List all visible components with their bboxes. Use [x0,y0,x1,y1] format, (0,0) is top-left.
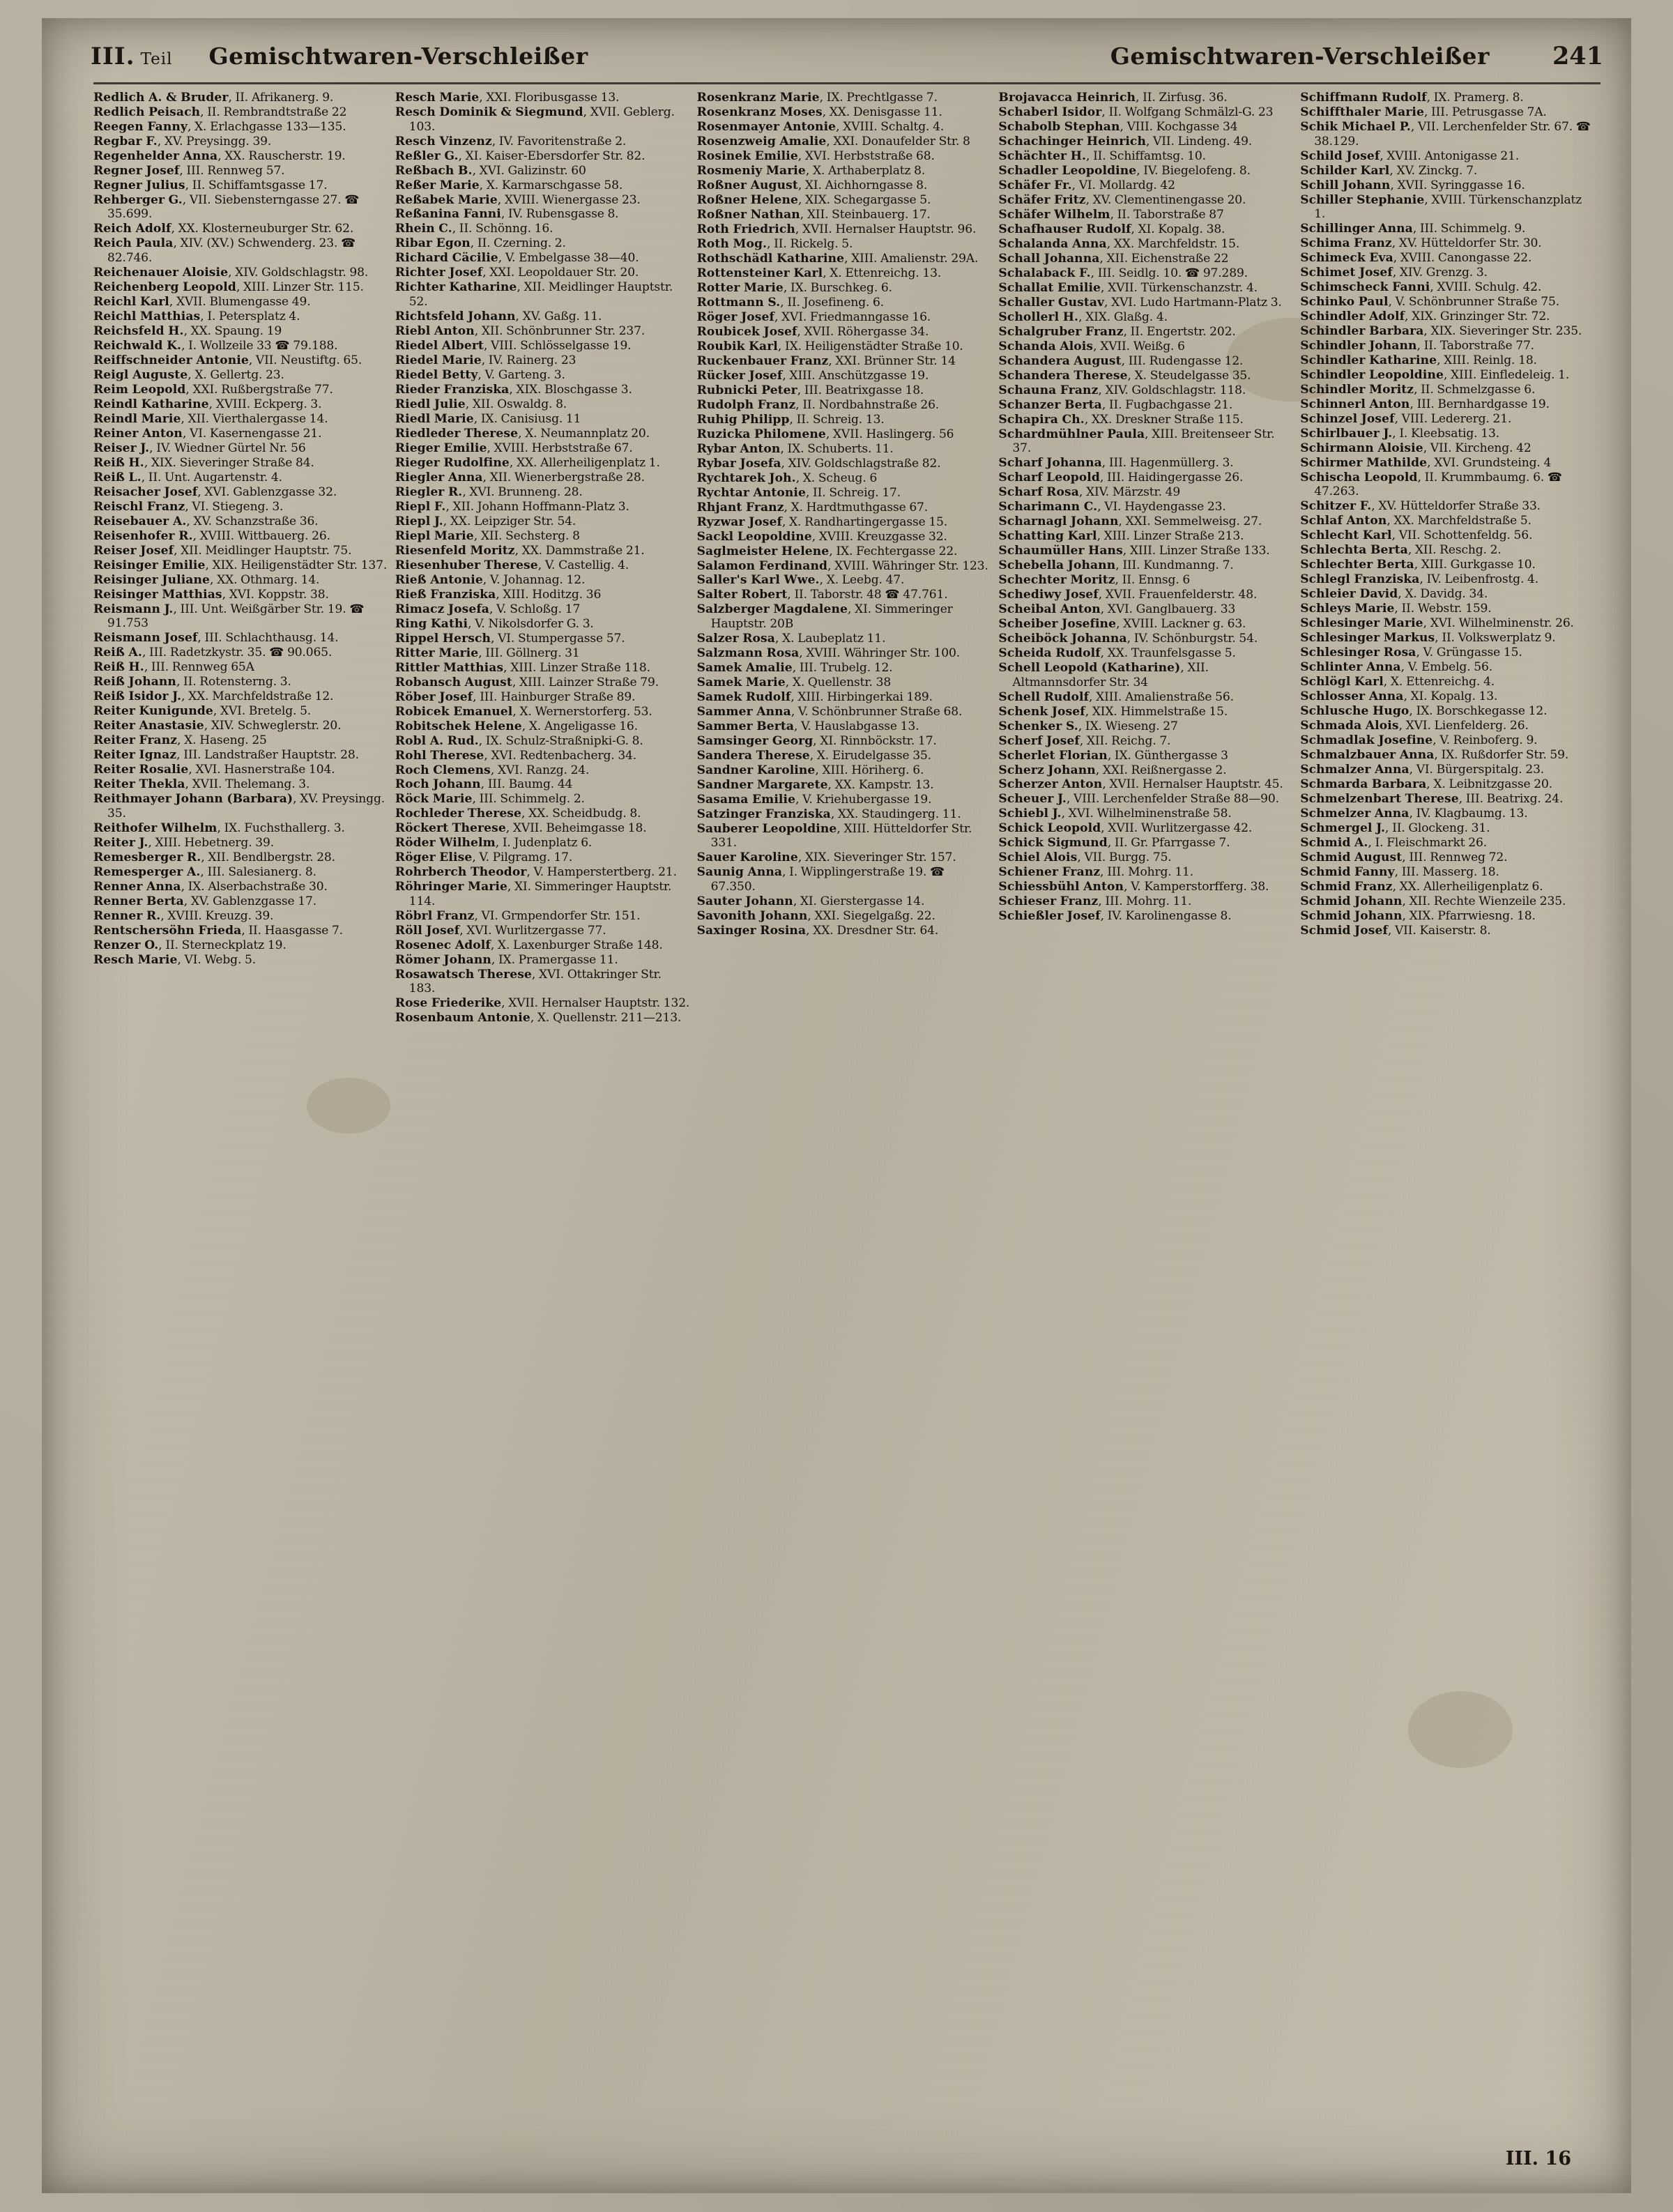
directory-entry: Schleys Marie, II. Webstr. 159. [1300,602,1492,616]
directory-entry: Roth Mog., II. Rickelg. 5. [696,236,853,251]
directory-entry: Reiß H., XIX. Sieveringer Straße 84. [93,455,314,470]
directory-entry: Reßler G., XI. Kaiser-Ebersdorfer Str. 82. [395,148,645,163]
directory-entry: Schiller Stephanie, XVIII. Türkenschanzplatz 1. [1300,192,1582,222]
directory-entry: Rieß Franziska, XIII. Hoditzg. 36 [395,587,602,602]
directory-entry: Schlechta Berta, XII. Reschg. 2. [1300,543,1502,558]
directory-entry: Reiner Anton, VI. Kasernengasse 21. [93,426,322,441]
directory-entry: Schmid Josef, VII. Kaiserstr. 8. [1300,923,1491,938]
directory-entry: Roßner Helene, XIX. Schegargasse 5. [696,192,931,207]
directory-entry: Schiffmann Rudolf, IX. Pramerg. 8. [1300,91,1524,105]
directory-entry: Salter Robert, II. Taborstr. 48 ☎ 47.761. [696,588,948,602]
directory-entry: Ruckenbauer Franz, XXI. Brünner Str. 14 [696,353,956,368]
directory-entry: Schaberl Isidor, II. Wolfgang Schmälzl-G. 23 [998,105,1274,119]
directory-entry: Ruhig Philipp, II. Schreig. 13. [696,412,885,427]
directory-entry: Schaumüller Hans, XIII. Linzer Straße 133. [998,544,1270,558]
directory-entry: Samek Rudolf, XIII. Hirbingerkai 189. [696,689,933,704]
directory-entry: Reindl Katharine, XVIII. Eckperg. 3. [93,397,322,411]
directory-entry: Robl A. Rud., IX. Schulz-Straßnipki-G. 8. [395,733,643,748]
directory-entry: Schitzer F., XV. Hütteldorfer Straße 33. [1300,499,1541,514]
directory-entry: Schlegl Franziska, IV. Leibenfrostg. 4. [1300,572,1539,587]
directory-entry: Rosenkranz Marie, IX. Prechtlgasse 7. [696,91,938,105]
directory-entry: Schandera August, III. Rudengasse 12. [998,353,1244,368]
directory-entry: Schillinger Anna, III. Schimmelg. 9. [1300,222,1526,236]
directory-entry: Schiel Alois, VII. Burgg. 75. [998,851,1172,865]
directory-entry: Schiebl J., XVI. Wilhelminenstraße 58. [998,807,1232,821]
directory-entry: Rhein C., II. Schönng. 16. [395,222,553,236]
directory-entry: Rieger Emilie, XVIII. Herbststraße 67. [395,441,633,455]
directory-entry: Schmarda Barbara, X. Leibnitzgasse 20. [1300,777,1553,792]
directory-entry: Schild Josef, XVIII. Antonigasse 21. [1300,148,1520,163]
directory-entry: Schiessbühl Anton, V. Kamperstorfferg. 38. [998,880,1269,894]
directory-entry: Schmid Johann, XII. Rechte Wienzeile 235. [1300,894,1566,908]
paper-surface [42,18,1631,2193]
directory-entry: Robicek Emanuel, X. Wernerstorferg. 53. [395,704,652,719]
directory-entry: Reegen Fanny, X. Erlachgasse 133—135. [93,119,346,134]
directory-entry: Schindler Johann, II. Taborstraße 77. [1300,338,1534,353]
directory-entry: Salamon Ferdinand, XVIII. Währinger Str. 123. [696,558,988,573]
directory-entry: Schatting Karl, XIII. Linzer Straße 213. [998,529,1244,544]
directory-entry: Schill Johann, XVII. Syringgasse 16. [1300,178,1525,192]
running-title-right: Gemischtwaren-Verschleißer [1110,43,1490,70]
directory-entry: Schlögl Karl, X. Ettenreichg. 4. [1300,675,1495,689]
directory-entry: Riepl F., XII. Johann Hoffmann-Platz 3. [395,499,629,514]
directory-entry: Reiter Franz, X. Haseng. 25 [93,733,267,748]
directory-entry: Schimet Josef, XIV. Grenzg. 3. [1300,266,1488,280]
footer-signature: III. 16 [1505,2148,1571,2169]
directory-entry: Riedl Julie, XII. Oswaldg. 8. [395,397,567,411]
directory-entry: Riedleder Therese, X. Neumannplatz 20. [395,426,650,441]
directory-entry: Rubnicki Peter, III. Beatrixgasse 18. [696,383,924,397]
directory-entry: Samek Amalie, III. Trubelg. 12. [696,661,893,675]
directory-entry: Reiß H., III. Rennweg 65A [93,660,254,675]
directory-entry: Schenker S., IX. Wieseng. 27 [998,719,1178,733]
directory-entry: Rippel Hersch, VI. Stumpergasse 57. [395,631,625,646]
directory-entry: Scheibal Anton, XVI. Ganglbauerg. 33 [998,602,1236,617]
directory-entry: Brojavacca Heinrich, II. Zirfusg. 36. [998,91,1228,105]
column-3 [697,91,999,2154]
directory-entry: Rieß Antonie, V. Johannag. 12. [395,572,586,587]
part-label: Teil [140,50,173,68]
directory-entry: Schischa Leopold, II. Krummbaumg. 6. ☎ 47.263. [1300,470,1563,499]
directory-entry: Regner Josef, III. Rennweg 57. [93,163,285,178]
directory-entry: Reiter Rosalie, XVI. Hasnerstraße 104. [93,763,335,777]
directory-entry: Reismann J., III. Unt. Weißgärber Str. 19. ☎ 91.753 [93,602,365,631]
directory-entry: Sauer Karoline, XIX. Sieveringer Str. 157. [696,851,956,865]
directory-entry: Riepl Marie, XII. Sechsterg. 8 [395,528,580,543]
directory-entry: Scheida Rudolf, XX. Traunfelsgasse 5. [998,646,1236,661]
directory-entry: Schieser Franz, III. Mohrg. 11. [998,894,1192,909]
directory-entry: Scherzer Anton, XVII. Hernalser Hauptstr. 45. [998,777,1283,792]
directory-entry: Schirmer Mathilde, XVI. Grundsteing. 4 [1300,455,1552,470]
directory-entry: Resch Marie, XXI. Floribusgasse 13. [395,91,620,105]
directory-entry: Schindler Barbara, XIX. Sieveringer Str. 235. [1300,323,1582,338]
running-title-left: Gemischtwaren-Verschleißer [208,43,588,70]
directory-entry: Rychtarek Joh., X. Scheug. 6 [696,471,878,485]
directory-entry: Schäfer Fr., VI. Mollardg. 42 [998,178,1175,192]
directory-entry: Renzer O., II. Sterneckplatz 19. [93,938,287,952]
part-indicator [91,43,172,70]
directory-entry: Rothschädl Katharine, XIII. Amalienstr. 29A. [696,251,979,266]
directory-entry: Reichl Karl, XVII. Blumengasse 49. [93,295,311,309]
directory-entry: Scharf Leopold, III. Haidingergasse 26. [998,471,1244,485]
directory-entry: Resch Marie, VI. Webg. 5. [93,952,257,967]
directory-entry: Schalaback F., III. Seidlg. 10. ☎ 97.289. [998,266,1248,280]
directory-entry: Samek Marie, X. Quellenstr. 38 [696,675,892,689]
directory-entry: Reindl Marie, XII. Vierthalergasse 14. [93,411,328,426]
directory-entry: Salzmann Rosa, XVIII. Währinger Str. 100. [696,646,960,661]
directory-entry: Riebl Anton, XII. Schönbrunner Str. 237. [395,323,645,338]
directory-entry: Reichenauer Aloisie, XIV. Goldschlagstr. 98. [93,266,369,280]
directory-entry: Schmid Johann, XIX. Pfarrwiesng. 18. [1300,908,1536,923]
directory-entry: Röder Wilhelm, I. Judenplatz 6. [395,836,593,851]
directory-entry: Schächter H., II. Schiffamtsg. 10. [998,148,1206,163]
column-2 [395,91,697,2154]
directory-entry: Schinnerl Anton, III. Bernhardgasse 19. [1300,397,1550,411]
directory-entry: Reichsfeld H., XX. Spaung. 19 [93,323,282,338]
directory-entry: Scharf Johanna, III. Hagenmüllerg. 3. [998,456,1234,471]
directory-entry: Rohrberch Theodor, V. Hamperstertberg. 21. [395,865,677,880]
directory-entry: Scherz Johann, XXI. Reißnergasse 2. [998,763,1227,777]
directory-entry: Schmalzer Anna, VI. Bürgerspitalg. 23. [1300,763,1545,777]
directory-entry: Roth Friedrich, XVII. Hernalser Hauptstr. 96. [696,222,977,236]
directory-entry: Rose Friederike, XVII. Hernalser Hauptstr. 132. [395,996,690,1011]
directory-entry: Schandera Therese, X. Steudelgasse 35. [998,368,1251,383]
directory-entry: Schiener Franz, III. Mohrg. 11. [998,865,1194,880]
directory-entry: Schilder Karl, XV. Zinckg. 7. [1300,163,1478,178]
directory-entry: Schlosser Anna, XI. Kopalg. 13. [1300,689,1498,704]
directory-entry: Savonith Johann, XXI. Siegelgaßg. 22. [696,908,935,923]
directory-entry: Reich Adolf, XX. Klosterneuburger Str. 62. [93,222,354,236]
directory-entry: Schenk Josef, XIX. Himmelstraße 15. [998,704,1228,719]
directory-entry: Sauter Johann, XI. Gierstergasse 14. [696,894,925,908]
directory-entry: Scheuer J., VIII. Lerchenfelder Straße 88—90. [998,792,1279,807]
directory-entry: Röll Josef, XVI. Wurlitzergasse 77. [395,923,606,938]
directory-entry: Schmalzbauer Anna, IX. Rußdorfer Str. 59. [1300,748,1569,763]
directory-entry: Rohl Therese, XVI. Redtenbacherg. 34. [395,748,637,763]
directory-entry: Rotter Marie, IX. Burschkeg. 6. [696,280,892,295]
directory-entry: Resch Vinzenz, IV. Favoritenstraße 2. [395,134,627,148]
directory-entry: Riegler Anna, XII. Wienerbergstraße 28. [395,470,645,485]
directory-entry: Schirmann Aloisie, VII. Kircheng. 42 [1300,441,1531,455]
directory-entry: Scherf Josef, XII. Reichg. 7. [998,733,1171,748]
directory-entry: Reßanina Fanni, IV. Rubensgasse 8. [395,207,619,222]
directory-entry: Robansch August, XIII. Lainzer Straße 79. [395,675,659,689]
column-4 [998,91,1300,2154]
directory-entry: Röbrl Franz, VI. Grmpendorfer Str. 151. [395,908,641,923]
directory-entry: Riedel Marie, IV. Rainerg. 23 [395,353,576,367]
directory-entry: Schmelzer Anna, IV. Klagbaumg. 13. [1300,807,1528,821]
directory-entry: Ryzwar Josef, X. Randhartingergasse 15. [696,514,948,529]
directory-entry: Roubicek Josef, XVII. Röhergasse 34. [696,324,929,339]
directory-entry: Schmid A., I. Fleischmarkt 26. [1300,836,1487,851]
directory-entry: Schindler Moritz, II. Schmelzgasse 6. [1300,382,1536,397]
directory-entry: Schirlbauer J., I. Kleebsatig. 13. [1300,426,1499,441]
directory-entry: Scheiböck Johanna, IV. Schönburgstr. 54. [998,632,1258,646]
directory-entry: Schmadlak Josefine, V. Reinboferg. 9. [1300,733,1538,748]
directory-entry: Reichl Matthias, I. Petersplatz 4. [93,309,300,323]
directory-entry: Saunig Anna, I. Wipplingerstraße 19. ☎ 67.350. [696,865,945,894]
directory-entry: Schmid August, III. Rennweg 72. [1300,851,1508,865]
directory-entry: Riedl Marie, IX. Canisiusg. 11 [395,411,581,426]
directory-entry: Schinko Paul, V. Schönbrunner Straße 75. [1300,295,1560,309]
directory-entry: Remesperger A., III. Salesianerg. 8. [93,864,316,879]
directory-entry: Schimeck Eva, XVIII. Canongasse 22. [1300,251,1532,266]
directory-entry: Röhringer Marie, XI. Simmeringer Hauptstr. 114. [395,880,672,908]
directory-entry: Reiß L., II. Unt. Augartenstr. 4. [93,470,282,485]
directory-entry: Rhjant Franz, X. Hardtmuthgasse 67. [696,500,929,514]
page-number: 241 [1552,42,1603,70]
directory-entry: Reßer Marie, X. Karmarschgasse 58. [395,178,623,192]
directory-entry: Reiser J., IV. Wiedner Gürtel Nr. 56 [93,441,306,455]
directory-entry: Rottensteiner Karl, X. Ettenreichg. 13. [696,266,942,280]
directory-entry: Schall Johanna, XII. Eichenstraße 22 [998,251,1229,266]
directory-entry: Regner Julius, II. Schiffamtsgasse 17. [93,178,328,192]
directory-entry: Roßner August, XI. Aichhorngasse 8. [696,178,928,192]
directory-entry: Schalgruber Franz, II. Engertstr. 202. [998,324,1236,339]
directory-entry: Reisenhofer R., XVIII. Wittbauerg. 26. [93,528,330,543]
directory-entry: Riesenfeld Moritz, XX. Dammstraße 21. [395,543,645,558]
directory-entry: Rochleder Therese, XX. Scheidbudg. 8. [395,807,641,821]
directory-entry: Schick Sigmund, II. Gr. Pfarrgasse 7. [998,836,1230,851]
directory-entry: Römer Johann, IX. Pramergasse 11. [395,952,618,967]
directory-entry: Remesberger R., XII. Bendlbergstr. 28. [93,850,335,864]
directory-entry: Satzinger Franziska, XX. Staudingerg. 11. [696,807,961,821]
directory-entry: Schabolb Stephan, VIII. Kochgasse 34 [998,119,1238,134]
directory-entry: Riedel Betty, V. Garteng. 3. [395,367,565,382]
directory-entry: Roubik Karl, IX. Heiligenstädter Straße 10. [696,339,963,353]
directory-entry: Resch Dominik & Siegmund, XVII. Geblerg. 103. [395,105,675,134]
directory-entry: Schleier David, X. Davidg. 34. [1300,587,1488,602]
directory-entry: Schäfer Wilhelm, II. Taborstraße 87 [998,207,1224,222]
directory-entry: Schanda Alois, XVII. Weißg. 6 [998,339,1185,353]
directory-entry: Schauna Franz, XIV. Goldschlagstr. 118. [998,383,1246,397]
directory-entry: Reisacher Josef, XVI. Gablenzgasse 32. [93,485,337,499]
directory-entry: Roch Clemens, XVI. Ranzg. 24. [395,763,590,777]
directory-entry: Redlich Peisach, II. Rembrandtstraße 22 [93,105,347,119]
directory-entry: Rosenkranz Moses, XX. Denisgasse 11. [696,105,942,119]
directory-entry: Riedel Albert, VIII. Schlösselgasse 19. [395,338,632,353]
directory-entry: Schmada Alois, XVI. Lienfelderg. 26. [1300,719,1529,733]
directory-entry: Reßabek Marie, XVIII. Wienergasse 23. [395,192,641,207]
directory-entry: Reichenberg Leopold, XIII. Linzer Str. 115. [93,280,364,295]
directory-entry: Reßbach B., XVI. Galizinstr. 60 [395,163,586,178]
directory-entry: Reisinger Juliane, XX. Othmarg. 14. [93,572,320,587]
directory-entry: Reiter Kunigunde, XVI. Bretelg. 5. [93,704,312,719]
column-1 [93,91,395,2154]
directory-entry: Redlich A. & Bruder, II. Afrikanerg. 9. [93,91,334,105]
header-rule [93,82,1601,84]
directory-entry: Reim Leopold, XXI. Rußbergstraße 77. [93,382,333,397]
directory-entry: Rücker Josef, XIII. Anschützgasse 19. [696,368,929,383]
directory-entry: Schiffthaler Marie, III. Petrusgasse 7A. [1300,105,1547,119]
directory-entry: Reiser Josef, XII. Meidlinger Hauptstr. 75. [93,543,352,558]
directory-entry: Schlesinger Marie, XVI. Wilhelminenstr. 26. [1300,616,1574,631]
directory-entry: Rentschersöhn Frieda, II. Haasgasse 7. [93,923,343,938]
directory-entry: Rybar Josefa, XIV. Goldschlagstraße 82. [696,456,941,471]
directory-entry: Regbar F., XV. Preysingg. 39. [93,134,272,148]
directory-entry: Ring Kathi, V. Nikolsdorfer G. 3. [395,616,594,631]
directory-entry: Schlecht Karl, VII. Schottenfeldg. 56. [1300,528,1533,543]
directory-entry: Reigl Auguste, X. Gellertg. 23. [93,367,284,382]
directory-entry: Schadler Leopoldine, IV. Biegelofeng. 8. [998,163,1251,178]
directory-entry: Scharnagl Johann, XXI. Semmelweisg. 27. [998,514,1262,529]
directory-entry: Schießler Josef, IV. Karolinengasse 8. [998,909,1232,924]
directory-entry: Riepl J., XX. Leipziger Str. 54. [395,514,576,528]
directory-entry: Salzer Rosa, X. Laubeplatz 11. [696,632,886,646]
directory-entry: Rieder Franziska, XIX. Bloschgasse 3. [395,382,632,397]
directory-entry: Schachinger Heinrich, VII. Lindeng. 49. [998,134,1253,148]
directory-entry: Rosmeniy Marie, X. Arthaberplatz 8. [696,163,926,178]
directory-entry: Salzberger Magdalene, XI. Simmeringer Hauptstr. 20B [696,602,953,632]
directory-entry: Schäfer Fritz, XV. Clementinengasse 20. [998,192,1246,207]
directory-entry: Schalanda Anna, XX. Marchfeldstr. 15. [998,236,1240,251]
directory-entry: Schell Rudolf, XIII. Amalienstraße 56. [998,689,1234,704]
directory-entry: Richtsfeld Johann, XV. Gaßg. 11. [395,309,602,323]
directory-entry: Schechter Moritz, II. Ennsg. 6 [998,573,1191,588]
directory-entry: Schafhauser Rudolf, XI. Kopalg. 38. [998,222,1225,236]
directory-entry: Schlinter Anna, V. Embelg. 56. [1300,660,1493,675]
directory-entry: Röber Josef, III. Hainburger Straße 89. [395,689,636,704]
directory-entry: Rosenbaum Antonie, X. Quellenstr. 211—213. [395,1011,682,1025]
directory-entry: Richter Josef, XXI. Leopoldauer Str. 20. [395,266,639,280]
directory-entry: Reiter Ignaz, III. Landstraßer Hauptstr. 28. [93,748,359,763]
directory-entry: Schimscheck Fanni, XVIII. Schulg. 42. [1300,280,1542,295]
directory-entry: Saller's Karl Wwe., X. Leebg. 47. [696,573,905,588]
directory-entry: Reisebauer A., XV. Schanzstraße 36. [93,514,319,528]
directory-entry: Rychtar Antonie, II. Schreig. 17. [696,485,901,500]
directory-entry: Rittler Matthias, XIII. Linzer Straße 118. [395,660,650,675]
directory-entry: Rosenzweig Amalie, XXI. Donaufelder Str. 8 [696,134,970,148]
directory-entry: Reisinger Emilie, XIX. Heiligenstädter Str. 137. [93,558,388,572]
directory-entry: Reichwald K., I. Wollzeile 33 ☎ 79.188. [93,338,338,353]
directory-entry: Schell Leopold (Katharine), XII. Altmannsdorfer Str. 34 [998,661,1209,689]
directory-entry: Renner Berta, XV. Gablenzgasse 17. [93,894,317,908]
directory-entry: Reiß Isidor J., XX. Marchfeldstraße 12. [93,689,334,704]
directory-entry: Reithmayer Johann (Barbara), XV. Preysingg. 35. [93,792,385,821]
directory-entry: Sammer Anna, V. Schönbrunner Straße 68. [696,704,963,719]
directory-entry: Schlusche Hugo, IX. Borschkegasse 12. [1300,704,1548,719]
directory-entry: Saglmeister Helene, IX. Fechtergasse 22. [696,544,958,558]
directory-entry: Schallat Emilie, XVII. Türkenschanzstr. 4. [998,280,1258,295]
directory-entry: Reisinger Matthias, XVI. Koppstr. 38. [93,587,329,602]
directory-entry: Roßner Nathan, XII. Steinbauerg. 17. [696,207,931,222]
directory-entry: Schima Franz, XV. Hütteldorfer Str. 30. [1300,236,1542,251]
directory-entry: Renner Anna, IX. Alserbachstraße 30. [93,879,328,894]
directory-entry: Reiß A., III. Radetzkystr. 35. ☎ 90.065. [93,646,333,660]
directory-entry: Rosenmayer Antonie, XVIII. Schaltg. 4. [696,119,945,134]
directory-entry: Schindler Adolf, XIX. Grinzinger Str. 72. [1300,309,1550,323]
directory-entry: Sasama Emilie, V. Kriehubergasse 19. [696,792,932,807]
directory-entry: Rybar Anton, IX. Schuberts. 11. [696,441,894,456]
directory-entry: Ruzicka Philomene, XVII. Haslingerg. 56 [696,427,954,441]
part-number: III. [91,43,135,70]
directory-entry: Schaller Gustav, XVI. Ludo Hartmann-Platz 3. [998,295,1282,310]
directory-entry: Saxinger Rosina, XX. Dresdner Str. 64. [696,923,939,938]
directory-entry: Schollerl H., XIX. Glaßg. 4. [998,310,1168,324]
page-header [91,42,1603,81]
directory-entry: Röck Marie, III. Schimmelg. 2. [395,792,585,807]
directory-entry: Reiffschneider Antonie, VII. Neustiftg. 65. [93,353,362,367]
directory-entry: Regenhelder Anna, XX. Rauscherstr. 19. [93,148,346,163]
directory-entry: Reithofer Wilhelm, IX. Fuchsthallerg. 3. [93,821,345,835]
directory-entry: Sammer Berta, V. Hauslabgasse 13. [696,719,919,733]
directory-entry: Samsinger Georg, XI. Rinnböckstr. 17. [696,733,937,748]
directory-entry: Schindler Katharine, XIII. Reinlg. 18. [1300,353,1537,367]
directory-entry: Richter Katharine, XII. Meidlinger Hauptstr. 52. [395,280,673,309]
directory-entry: Rosenec Adolf, X. Laxenburger Straße 148. [395,938,663,952]
directory-entry: Schick Leopold, XVII. Wurlitzergasse 42. [998,821,1253,836]
directory-entry: Riesenhuber Therese, V. Castellig. 4. [395,558,629,572]
directory-entry: Ribar Egon, II. Czerning. 2. [395,236,566,251]
directory-entry: Schardmühlner Paula, XIII. Breitenseer Str. 37. [998,427,1275,456]
directory-entry: Sandera Therese, X. Eirudelgasse 35. [696,748,932,763]
directory-entry: Renner R., XVIII. Kreuzg. 39. [93,908,274,923]
directory-entry: Schindler Leopoldine, XIII. Einfledeleig. 1. [1300,367,1570,382]
directory-entry: Reismann Josef, III. Schlachthausg. 14. [93,631,339,646]
directory-entry: Schanzer Berta, II. Fugbachgasse 21. [998,397,1233,412]
directory-entry: Röger Elise, V. Pilgramg. 17. [395,851,573,865]
directory-entry: Rottmann S., II. Josefineng. 6. [696,295,885,310]
directory-entry: Rieger Rudolfine, XX. Allerheiligenplatz 1. [395,455,660,470]
directory-entry: Reiß Johann, II. Rotensterng. 3. [93,675,291,689]
directory-entry: Schik Michael P., VII. Lerchenfelder Str. 67. ☎ 38.129. [1300,119,1591,148]
directory-entry: Schlechter Berta, XIII. Gurkgasse 10. [1300,558,1536,572]
directory-entry: Scharimann C., VI. Haydengasse 23. [998,500,1226,514]
directory-entry: Schediwy Josef, XVII. Frauenfelderstr. 48. [998,588,1258,602]
directory-entry: Rosinek Emilie, XVI. Herbststraße 68. [696,148,935,163]
directory-entry: Reiter Thekla, XVII. Thelemang. 3. [93,777,310,792]
directory-entry: Schmid Fanny, III. Masserg. 18. [1300,865,1499,879]
directory-entry: Schlesinger Markus, II. Volkswerplatz 9. [1300,631,1556,646]
directory-entry: Schmelzenbart Therese, III. Beatrixg. 24. [1300,792,1564,807]
directory-entry: Rimacz Josefa, V. Schloßg. 17 [395,602,581,616]
directory-entry: Reiter Anastasie, XIV. Schweglerstr. 20. [93,719,342,733]
directory-entry: Ritter Marie, III. Göllnerg. 31 [395,646,580,660]
directory-entry: Sackl Leopoldine, XVIII. Kreuzgasse 32. [696,529,947,544]
directory-entry: Sandner Margarete, XX. Kampstr. 13. [696,777,934,792]
directory-entry: Reich Paula, XIV. (XV.) Schwenderg. 23. ☎ 82.746. [93,236,356,266]
directory-entry: Schmid Franz, XX. Allerheiligenplatz 6. [1300,879,1543,894]
directory-entry: Scherlet Florian, IX. Günthergasse 3 [998,748,1228,763]
directory-entry: Scheiber Josefine, XVIII. Lackner g. 63. [998,617,1246,632]
directory-entry: Reischl Franz, VI. Stiegeng. 3. [93,499,284,514]
directory-entry: Schinzel Josef, VIII. Ledererg. 21. [1300,411,1512,426]
directory-entry: Reiter J., XIII. Hebetnerg. 39. [93,835,275,850]
directory-entry: Riegler R., XVI. Brunneng. 28. [395,485,583,499]
directory-columns [93,91,1602,2154]
directory-entry: Schmergel J., II. Glockeng. 31. [1300,821,1490,836]
directory-entry: Schebella Johann, III. Kundmanng. 7. [998,558,1234,573]
directory-entry: Rosawatsch Therese, XVI. Ottakringer Str. 183. [395,967,662,996]
directory-entry: Rehberger G., VII. Siebensterngasse 27. ☎ 35.699. [93,192,360,222]
directory-entry: Scharf Rosa, XIV. Märzstr. 49 [998,485,1181,500]
directory-entry: Schlaf Anton, XX. Marchfeldstraße 5. [1300,514,1531,528]
directory-entry: Roch Johann, III. Baumg. 44 [395,777,573,792]
directory-entry: Sandner Karoline, XIII. Höriherg. 6. [696,763,924,777]
directory-entry: Robitschek Helene, X. Angeligasse 16. [395,719,638,733]
column-5 [1300,91,1602,2154]
directory-entry: Rudolph Franz, II. Nordbahnstraße 26. [696,397,940,412]
directory-entry: Richard Cäcilie, V. Embelgasse 38—40. [395,251,639,266]
directory-entry: Röger Josef, XVI. Friedmanngasse 16. [696,310,931,324]
directory-entry: Sauberer Leopoldine, XIII. Hütteldorfer Str. 331. [696,821,972,851]
directory-entry: Röckert Therese, XVII. Beheimgasse 18. [395,821,647,836]
directory-entry: Schapira Ch., XX. Dreskner Straße 115. [998,412,1244,427]
directory-entry: Schlesinger Rosa, V. Grüngasse 15. [1300,646,1522,660]
